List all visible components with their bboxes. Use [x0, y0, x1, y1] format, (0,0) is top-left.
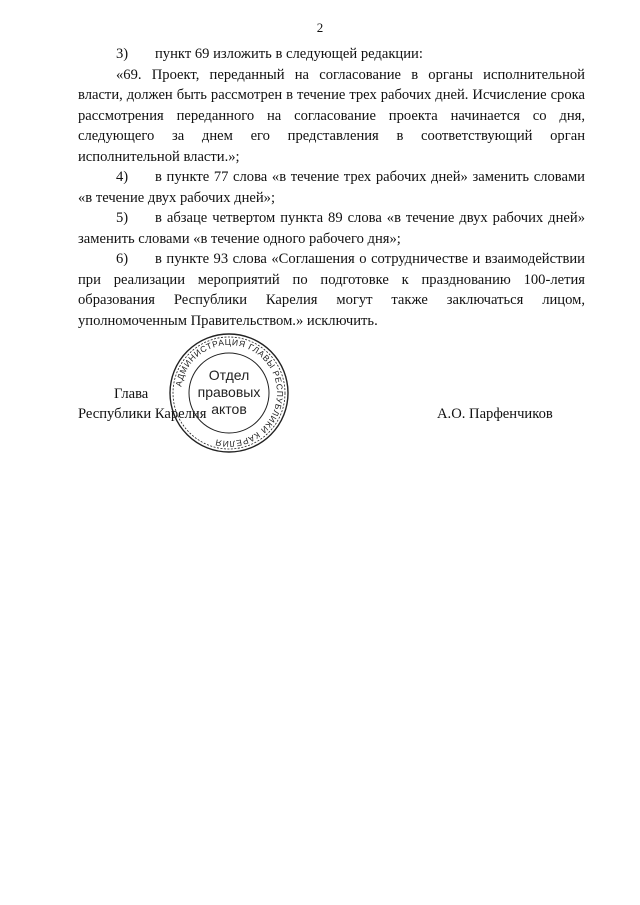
signatory-title-line2: Республики Карелия	[78, 406, 207, 422]
amendment-quote: «69. Проект, переданный на согласование в органы исполнительной власти, должен быть рассмотрен в течение трех рабочих дней. Исчисление срока рассмотрения переданного на согласование проекта начинается со дня, следующего за днем его представления в соответствующий орган исполнительной власти.»;	[78, 66, 585, 165]
item-text: в пункте 77 слова «в течение трех рабочих дней» заменить словами «в течение двух рабочих дней»;	[78, 169, 585, 206]
item-number: 4)	[116, 169, 129, 185]
stamp-line1: Отдел	[208, 367, 250, 383]
document-body	[78, 44, 585, 331]
item-text: пункт 69 изложить в следующей редакции:	[155, 46, 423, 62]
amendment-item-4	[78, 167, 585, 208]
item-number: 6)	[116, 251, 129, 267]
amendment-item-3	[78, 44, 585, 65]
official-stamp	[167, 331, 291, 455]
item-number: 3)	[116, 46, 129, 62]
stamp-line3: актов	[211, 401, 247, 417]
stamp-ring-text: АДМИНИСТРАЦИЯ ГЛАВЫ РЕСПУБЛИКИ КАРЕЛИЯ	[173, 336, 286, 450]
signatory-name: А.О. Парфенчиков	[437, 406, 553, 422]
item-text: в пункте 93 слова «Соглашения о сотрудничестве и взаимодействии при реализации мероприятий по подготовке к празднованию 100-летия образования Республики Карелия могут также заключаться лицом, уполномоченным Правительством.» исключить.	[78, 251, 585, 329]
amendment-item-6	[78, 249, 585, 331]
signatory-title-line1: Глава	[114, 386, 149, 402]
stamp-line2: правовых	[197, 384, 261, 400]
amendment-item-5	[78, 208, 585, 249]
item-text: в абзаце четвертом пункта 89 слова «в течение двух рабочих дней» заменить словами «в течение одного рабочего дня»;	[78, 210, 585, 247]
item-number: 5)	[116, 210, 129, 226]
page-number: 2	[316, 20, 324, 35]
